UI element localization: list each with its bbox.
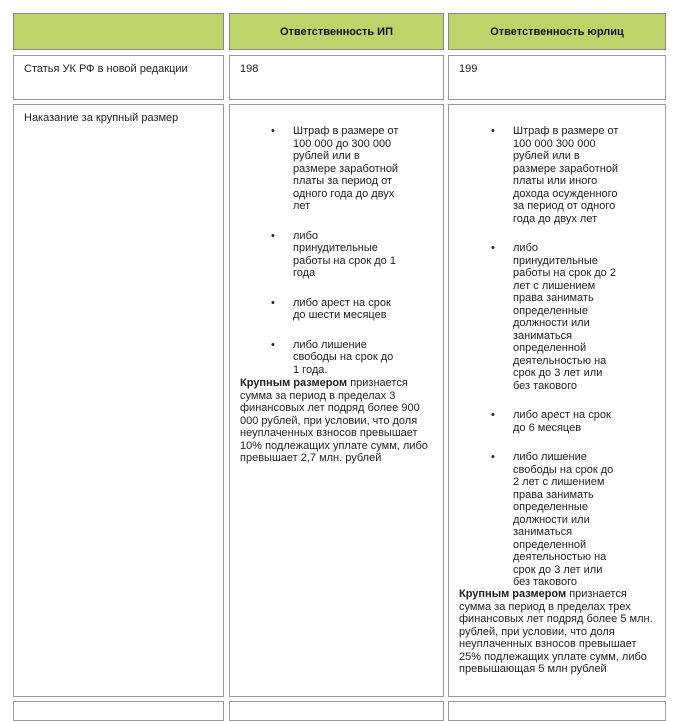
ip-note-bold: Крупным размером [240, 377, 348, 389]
row-punishment-company [448, 104, 666, 697]
row-article-label: Статья УК РФ в новой редакции [13, 55, 224, 100]
next-row-cell-1 [13, 701, 224, 721]
list-item: • либо арест на срок до шести месяцев [293, 297, 399, 322]
header-company-responsibility: Ответственность юрлиц [448, 13, 666, 50]
header-cell-empty [13, 13, 224, 50]
list-item: • Штраф в размере от 100 000 300 000 рублей или в размере заработной платы или иного дохода осужденного за период от одного года до двух лет [513, 125, 621, 225]
company-large-size-note [459, 588, 659, 676]
ip-large-size-note [240, 377, 440, 465]
row-punishment-ip [229, 104, 444, 697]
header-ip-responsibility: Ответственность ИП [229, 13, 444, 50]
company-punishment-list [513, 125, 621, 589]
row-article-company-value: 199 [448, 55, 666, 100]
list-item: • либо арест на срок до 6 месяцев [513, 409, 621, 434]
company-note-text: признается сумма за период в пределах трех финансовых лет подряд более 5 млн. рублей, при условии, что доля неуплаченных взносов превышает 25% подлежащих уплате сумм, либо превышающая 5 млн рублей [459, 588, 653, 675]
ip-note-text: признается сумма за период в пределах 3 финансовых лет подряд более 900 000 рублей, при условии, что доля неуплаченных взносов превышает 10% подлежащих уплате сумм, либо превышает 2,7 млн. рублей [240, 377, 428, 464]
list-item: • либо лишение свободы на срок до 2 лет с лишением права занимать определенные должности или заниматься определенной деятельностью на срок до 3 лет или без такового [513, 451, 621, 589]
row-punishment-label: Наказание за крупный размер [13, 104, 224, 697]
list-item: • либо принудительные работы на срок до 1 года [293, 230, 399, 280]
row-article-ip-value: 198 [229, 55, 444, 100]
next-row-cell-2 [229, 701, 444, 721]
list-item: • Штраф в размере от 100 000 до 300 000 рублей или в размере заработной платы за период от одного года до двух лет [293, 125, 399, 213]
next-row-cell-3 [448, 701, 666, 721]
ip-punishment-list [293, 125, 399, 376]
list-item: • либо принудительные работы на срок до 2 лет с лишением права занимать определенные должности или заниматься определенной деятельностью на срок до 3 лет или без такового [513, 242, 621, 392]
company-note-bold: Крупным размером [459, 588, 567, 600]
list-item: • либо лишение свободы на срок до 1 года. [293, 339, 399, 377]
